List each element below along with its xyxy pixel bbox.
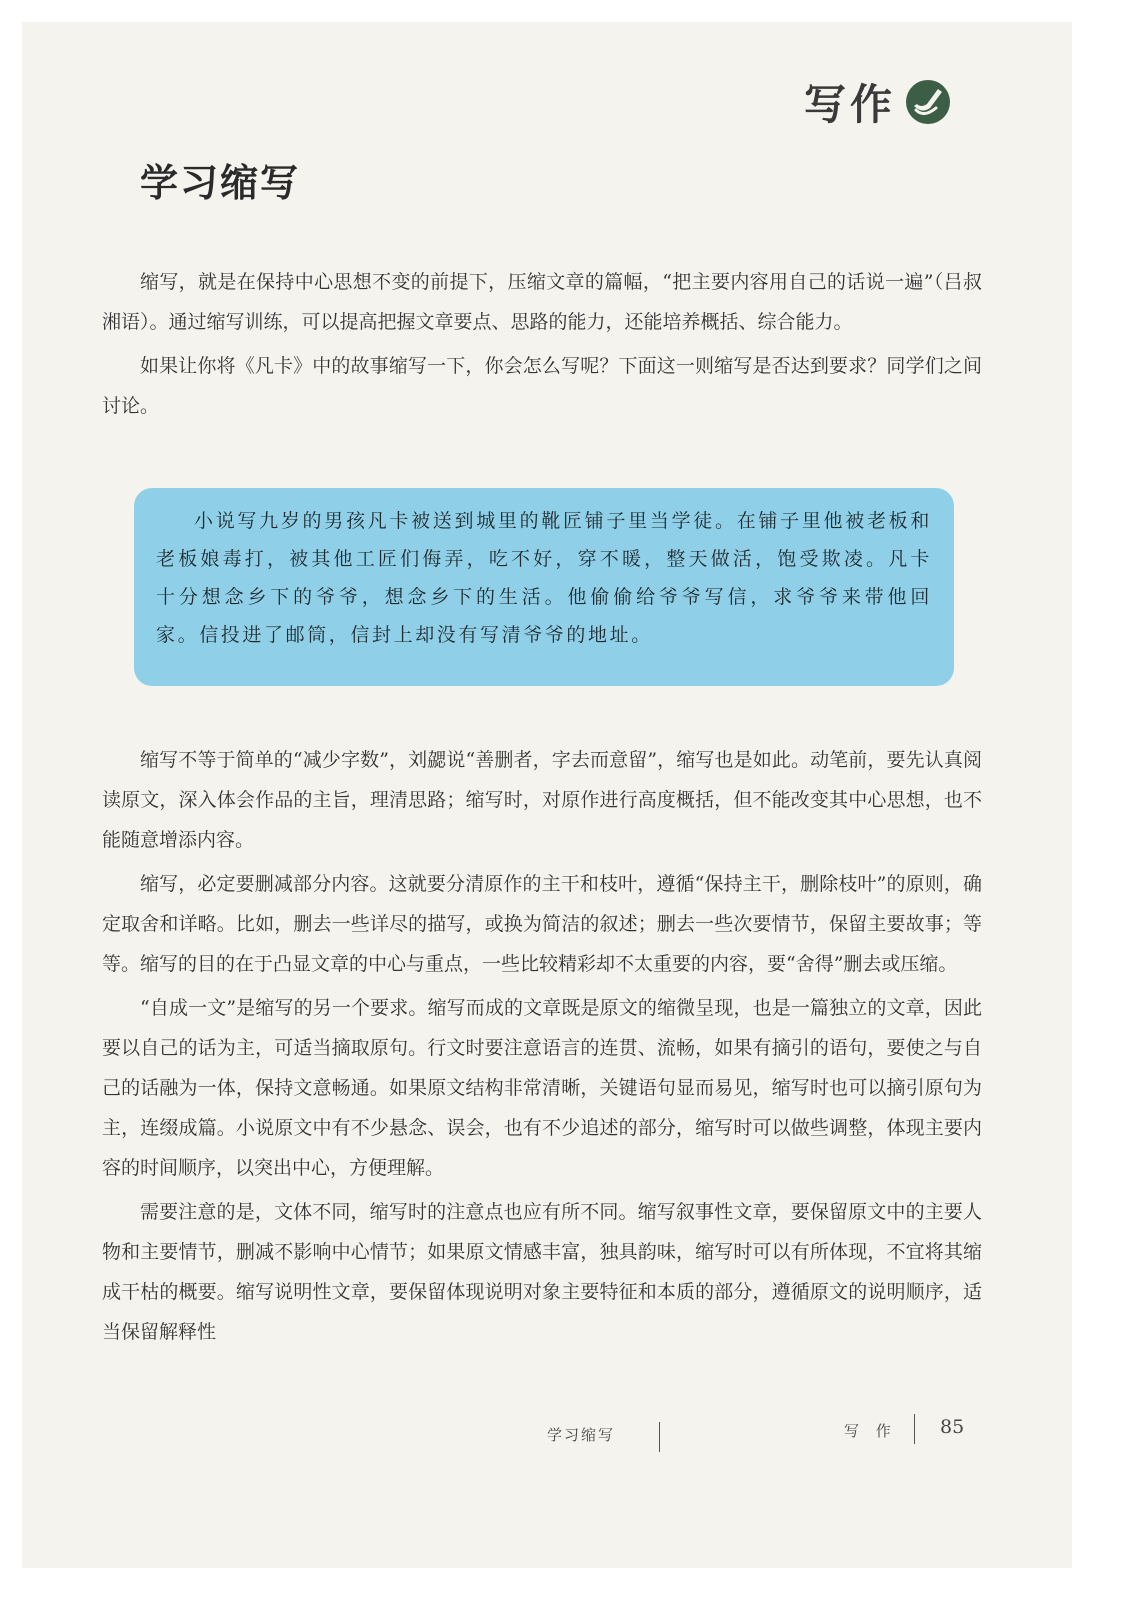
- body-paragraph-3: “自成一文”是缩写的另一个要求。缩写而成的文章既是原文的缩微呈现，也是一篇独立的文章，因此要以自己的话为主，可适当摘取原句。行文时要注意语言的连贯、流畅，如果有摘引的语句，要使之与自己的话融为一体，保持文意畅通。如果原文结构非常清晰，关键语句显而易见，缩写时也可以摘引原句为主，连缀成篇。小说原文中有不少悬念、误会，也有不少追述的部分，缩写时可以做些调整，体现主要内容的时间顺序，以突出中心，方便理解。: [102, 997, 982, 1179]
- intro-text: [102, 262, 982, 430]
- body-paragraph-4: 需要注意的是，文体不同，缩写时的注意点也应有所不同。缩写叙事性文章，要保留原文中的主要人物和主要情节，删减不影响中心情节；如果原文情感丰富，独具韵味，缩写时可以有所体现，不宜将其缩成干枯的概要。缩写说明性文章，要保留体现说明对象主要特征和本质的部分，遵循原文的说明顺序，适当保留解释性: [102, 1201, 982, 1343]
- section-title: 写作: [803, 80, 896, 129]
- example-text: 小说写九岁的男孩凡卡被送到城里的靴匠铺子里当学徒。在铺子里他被老板和老板娘毒打，被其他工匠们侮弄，吃不好，穿不暖，整天做活，饱受欺凌。凡卡十分想念乡下的爷爷，想念乡下的生活。他偷偷给爷爷写信，求爷爷来带他回家。信投进了邮筒，信封上却没有写清爷爷的地址。: [156, 510, 932, 646]
- example-box: [134, 488, 954, 686]
- body-text: [102, 740, 982, 1356]
- intro-paragraph-2: 如果让你将《凡卡》中的故事缩写一下，你会怎么写呢？下面这一则缩写是否达到要求？同学们之间讨论。: [102, 355, 982, 417]
- lesson-title: 学习缩写: [140, 161, 301, 205]
- section-header: [804, 72, 952, 132]
- footer-divider: [914, 1414, 915, 1444]
- textbook-page: [22, 22, 1072, 1568]
- page-footer: [22, 1414, 1072, 1454]
- footer-section: 写 作: [844, 1422, 897, 1440]
- intro-paragraph-1: 缩写，就是在保持中心思想不变的前提下，压缩文章的篇幅，“把主要内容用自己的话说一遍”（吕叔湘语）。通过缩写训练，可以提高把握文章要点、思路的能力，还能培养概括、综合能力。: [102, 271, 982, 333]
- page-number: 85: [940, 1416, 965, 1438]
- body-paragraph-1: 缩写不等于简单的“减少字数”，刘勰说“善删者，字去而意留”，缩写也是如此。动笔前，要先认真阅读原文，深入体会作品的主旨，理清思路；缩写时，对原作进行高度概括，但不能改变其中心思想，也不能随意增添内容。: [102, 749, 982, 851]
- footer-lesson: 学习缩写: [547, 1426, 616, 1444]
- footer-divider: [659, 1422, 660, 1452]
- pen-icon: [904, 78, 952, 126]
- body-paragraph-2: 缩写，必定要删减部分内容。这就要分清原作的主干和枝叶，遵循“保持主干，删除枝叶”的原则，确定取舍和详略。比如，删去一些详尽的描写，或换为简洁的叙述；删去一些次要情节，保留主要故事；等等。缩写的目的在于凸显文章的中心与重点，一些比较精彩却不太重要的内容，要“舍得”删去或压缩。: [102, 873, 982, 975]
